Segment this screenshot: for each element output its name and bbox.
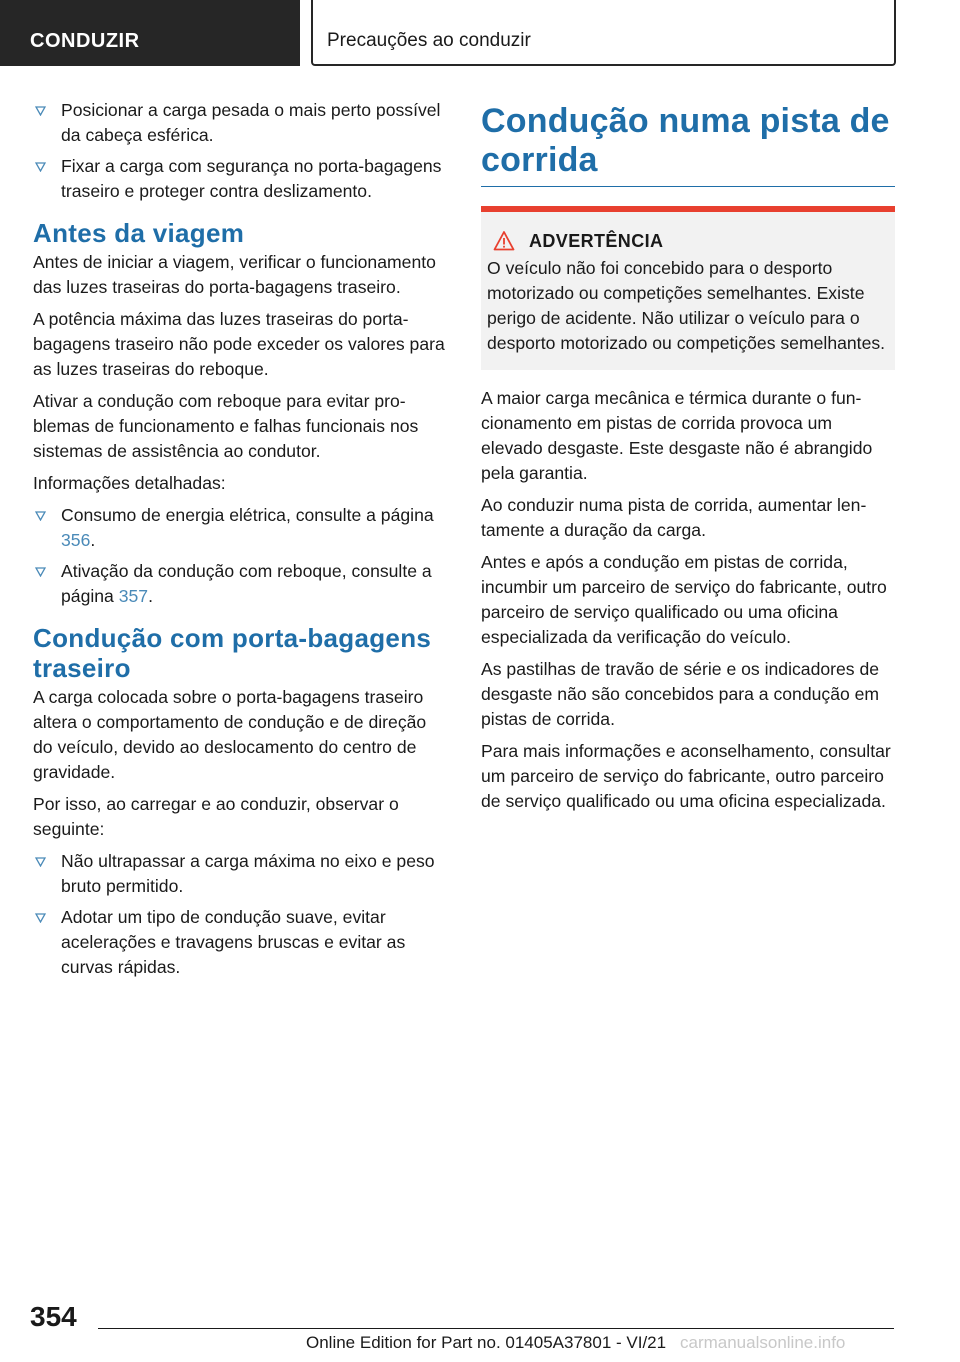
list-item xyxy=(33,849,447,899)
paragraph: Antes e após a condução em pistas de corrida, incumbir um parceiro de serviço do fabricante, outro parceiro de serviço qualificado ou uma oficina especializada da verificação do veículo. xyxy=(481,552,887,647)
list-item xyxy=(33,503,447,553)
warning-box xyxy=(481,206,895,370)
section-heading-antes: Antes da viagem xyxy=(33,218,245,248)
list-item-text: Posicionar a carga pesada o mais perto possível da cabeça esférica. xyxy=(61,100,441,145)
list-item-text: Não ultrapassar a carga máxima no eixo e peso bruto permitido. xyxy=(61,851,435,896)
chapter-title: Precauções ao conduzir xyxy=(327,30,531,51)
paragraph: Informações detalhadas: xyxy=(33,473,226,493)
period: . xyxy=(90,530,96,550)
watermark: carmanualsonline.info xyxy=(680,1333,846,1352)
period: . xyxy=(148,586,153,606)
triangle-bullet-icon xyxy=(35,98,51,123)
right-column xyxy=(481,102,895,821)
warning-text: O veículo não foi concebido para o desporto motorizado ou competições semelhantes. Existe perigo de acidente. Não utilizar o veículo para o desporto motorizado ou competições semelhantes. xyxy=(487,258,886,353)
warning-title: ADVERTÊNCIA xyxy=(529,230,664,251)
paragraph: Ao conduzir numa pista de corrida, aumentar lentamente a duração da carga. xyxy=(481,495,867,540)
page-number: 354 xyxy=(30,1301,77,1332)
warning-triangle-icon xyxy=(493,230,515,252)
heading-divider xyxy=(481,186,895,187)
triangle-bullet-icon xyxy=(35,905,51,930)
paragraph: A carga colocada sobre o porta-bagagens traseiro altera o comportamento de condução e de direção do veículo, devido ao deslocamento do centro de gravidade. xyxy=(33,687,427,782)
driving-bullet-list xyxy=(33,849,447,980)
details-bullet-list xyxy=(33,503,447,609)
list-item-text: Ativação da condução com reboque, consulte a página xyxy=(61,561,432,606)
paragraph: A maior carga mecânica e térmica durante o funcionamento em pistas de corrida provoca um elevado desgaste. Este desgaste não é abrangido pela garantia. xyxy=(481,388,873,483)
left-column xyxy=(33,98,447,987)
list-item xyxy=(33,559,447,609)
paragraph: Para mais informações e aconselhamento, consultar um parceiro de serviço do fabricante, outro parceiro de serviço qualificado ou uma oficina especializada. xyxy=(481,741,891,811)
list-item xyxy=(33,905,447,980)
warning-header xyxy=(487,230,889,252)
list-item-text: Fixar a carga com segurança no porta-bagagens traseiro e proteger contra deslizamento. xyxy=(61,156,442,201)
list-item xyxy=(33,154,447,204)
paragraph: Por isso, ao carregar e ao conduzir, observar o seguinte: xyxy=(33,794,399,839)
footer-divider xyxy=(98,1328,894,1329)
triangle-bullet-icon xyxy=(35,503,51,528)
triangle-bullet-icon xyxy=(35,559,51,584)
paragraph: A potência máxima das luzes traseiras do porta-bagagens traseiro não pode exceder os valores para as luzes traseiras do reboque. xyxy=(33,309,445,379)
chapter-tab xyxy=(311,0,896,66)
triangle-bullet-icon xyxy=(35,849,51,874)
hitch-bullet-list xyxy=(33,98,447,204)
section-heading-conducao: Condução com porta-bagagens traseiro xyxy=(33,623,432,683)
main-heading: Condução numa pista de corrida xyxy=(481,102,890,179)
triangle-bullet-icon xyxy=(35,154,51,179)
list-item-text: Consumo de energia elétrica, consulte a página xyxy=(61,505,434,525)
page-link-357[interactable]: 357 xyxy=(118,586,149,606)
section-title: CONDUZIR xyxy=(30,30,140,52)
list-item xyxy=(33,98,447,148)
paragraph: As pastilhas de travão de série e os indicadores de desgaste não são concebidos para a condução em pistas de corrida. xyxy=(481,659,880,729)
paragraph: Ativar a condução com reboque para evitar problemas de funcionamento e falhas funcionais nos sistemas de assistência ao condutor. xyxy=(33,391,419,461)
page-link-356[interactable]: 356 xyxy=(61,530,91,550)
list-item-text: Adotar um tipo de condução suave, evitar acelerações e travagens bruscas e evitar as curvas rápidas. xyxy=(61,907,406,977)
edition-text: Online Edition for Part no. 01405A37801 - VI/21 xyxy=(306,1333,667,1352)
paragraph: Antes de iniciar a viagem, verificar o funcionamento das luzes traseiras do porta-bagagens traseiro. xyxy=(33,252,436,297)
section-tab xyxy=(0,0,300,66)
